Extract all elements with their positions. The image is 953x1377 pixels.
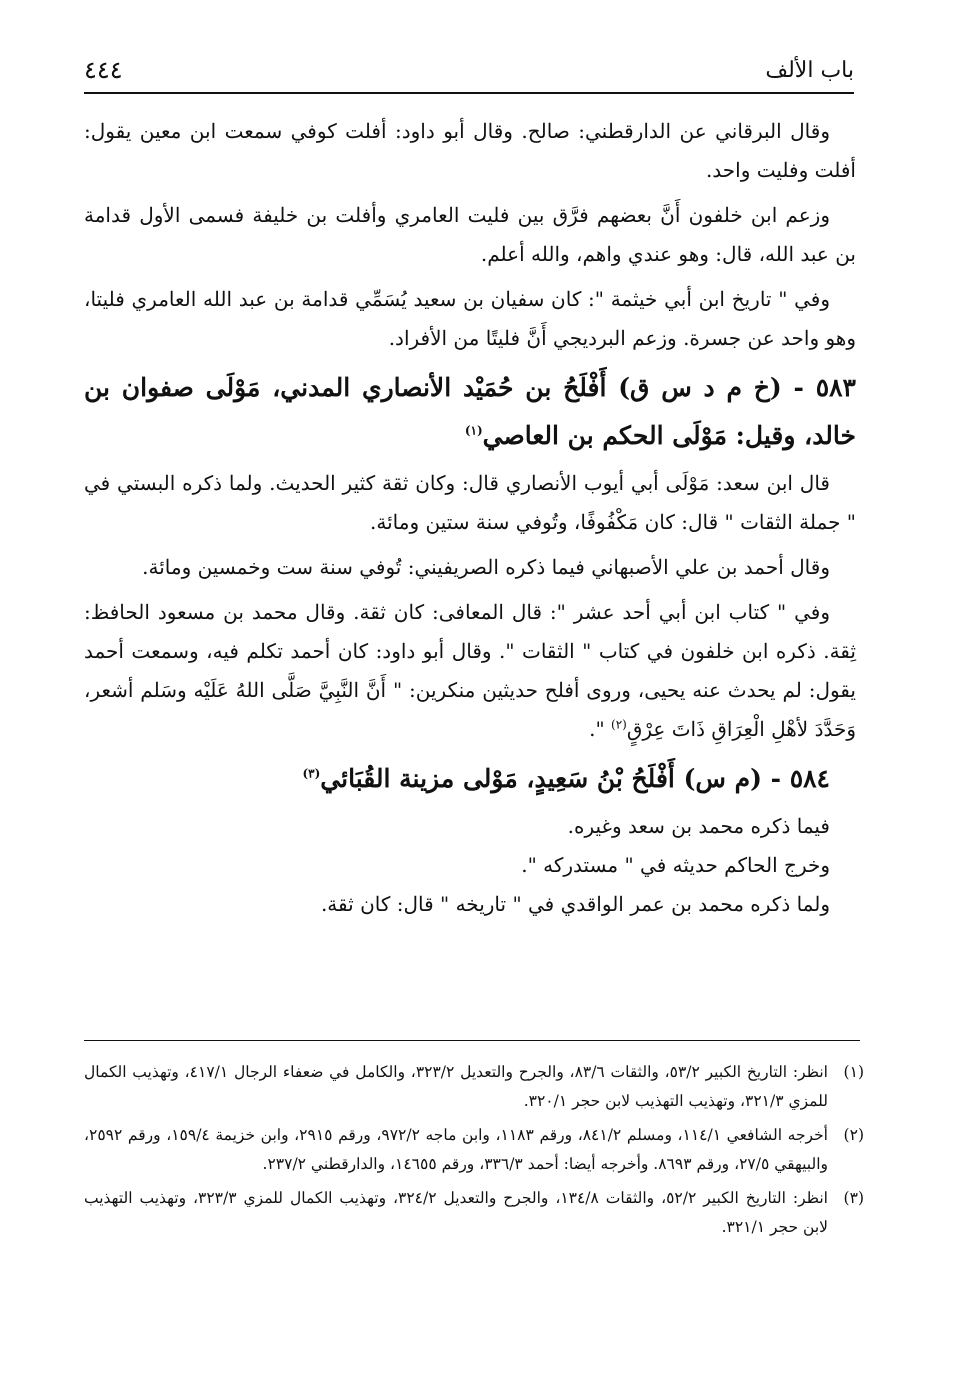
footnote-3-number: (٣) [843,1189,864,1207]
paragraph-6-text: وفي " كتاب ابن أبي أحد عشر ": قال المعافى: كان ثقة. وقال محمد بن مسعود الحافظ: ثِقة. ذكره ابن خلفون في كتاب " الثقات ". وقال أبو داود: كان أحمد تكلم فيه، وسمعت أحمد يقول: لم يحدث عنه يحيى، وروى أفلح حديثين منكرين: " أَنَّ النَّبِيَّ صَلَّى اللهُ عَلَيْه وسَلم أشعر، وَحَدَّدَ لأهْلِ الْعِرَاقِ ذَاتَ عِرْقٍ [84,600,856,741]
paragraph-4: قال ابن سعد: مَوْلَى أبي أيوب الأنصاري قال: وكان ثقة كثير الحديث. ولما ذكره البستي في " جملة الثقات " قال: كان مَكْفُوفًا، وتُوفي سنة ستين ومائة. [84,471,856,534]
paragraph-1: وقال البرقاني عن الدارقطني: صالح. وقال أبو داود: أفلت كوفي سمعت ابن معين يقول: أفلت وفليت واحد. [84,119,856,182]
footnote-3 [84,1184,864,1242]
entry-583-title: ٥٨٣ - (خ م د س ق) أَفْلَحُ بن حُمَيْد الأنصاري المدني، مَوْلَى صفوان بن خالد، وقيل: مَوْلَى الحكم بن العاصي [84,373,856,450]
entry-584-title: ٥٨٤ - (م س) أَفْلَحُ بْنُ سَعِيدٍ، مَوْلى مزينة القُبَائي [320,764,830,793]
footnote-separator [84,1040,860,1041]
page-header [84,52,854,94]
footnote-ref-1: (١) [464,423,483,438]
footnote-1 [84,1058,864,1116]
footnote-3-text: انظر: التاريخ الكبير ٥٢/٢، والثقات ١٣٤/٨، والجرح والتعديل ٣٢٤/٢، وتهذيب الكمال للمزي ٣٢٣/٣، وتهذيب التهذيب لابن حجر ٣٢١/١. [84,1189,828,1236]
footnote-2 [84,1121,864,1179]
paragraph-6-end: ". [589,717,612,741]
footnote-2-number: (٢) [843,1126,864,1144]
footnote-2-text: أخرجه الشافعي ١١٤/١، ومسلم ٨٤١/٢، ورقم ١١٨٣، وابن ماجه ٩٧٢/٢، ورقم ٢٩١٥، وابن خزيمة ١٥٩/٤، ورقم ٢٥٩٢، والبيهقي ٢٧/٥، ورقم ٨٦٩٣. وأخرجه أيضا: أحمد ٣٣٦/٣، ورقم ١٤٦٥٥، والدارقطني ٢٣٧/٢. [84,1126,828,1173]
page-number: ٤٤٤ [84,56,123,84]
entry-584-heading [84,755,830,803]
paragraph-2: وزعم ابن خلفون أَنَّ بعضهم فرَّق بين فليت العامري وأفلت بن خليفة فسمى الأول قدامة بن عبد الله، قال: وهو عندي واهم، والله أعلم. [84,203,856,266]
paragraph-3: وفي " تاريخ ابن أبي خيثمة ": كان سفيان بن سعيد يُسَمِّي قدامة بن عبد الله العامري فليتا، وهو واحد عن جسرة. وزعم البرديجي أَنَّ فليتًا من الأفراد. [84,287,856,350]
main-text [84,112,856,924]
paragraph-8: وخرج الحاكم حديثه في " مستدركه ". [521,853,830,877]
footnote-ref-3: (٣) [302,766,321,781]
footnote-1-number: (١) [843,1063,864,1081]
paragraph-6 [84,593,856,749]
running-title: باب الألف [765,58,854,83]
paragraph-7: فيما ذكره محمد بن سعد وغيره. [567,814,830,838]
paragraph-9: ولما ذكره محمد بن عمر الواقدي في " تاريخه " قال: كان ثقة. [320,892,830,916]
footnote-1-text: انظر: التاريخ الكبير ٥٣/٢، والثقات ٨٣/٦، والجرح والتعديل ٣٢٣/٢، والكامل في ضعفاء الرجال ٤١٧/١، وتهذيب الكمال للمزي ٣٢١/٣، وتهذيب التهذيب لابن حجر ٣٢٠/١. [84,1063,828,1110]
paragraph-5: وقال أحمد بن علي الأصبهاني فيما ذكره الصريفيني: تُوفي سنة ست وخمسين ومائة. [142,555,830,579]
footnotes [84,1058,864,1247]
entry-583-heading [84,364,856,460]
footnote-ref-2: (٢) [611,717,627,732]
